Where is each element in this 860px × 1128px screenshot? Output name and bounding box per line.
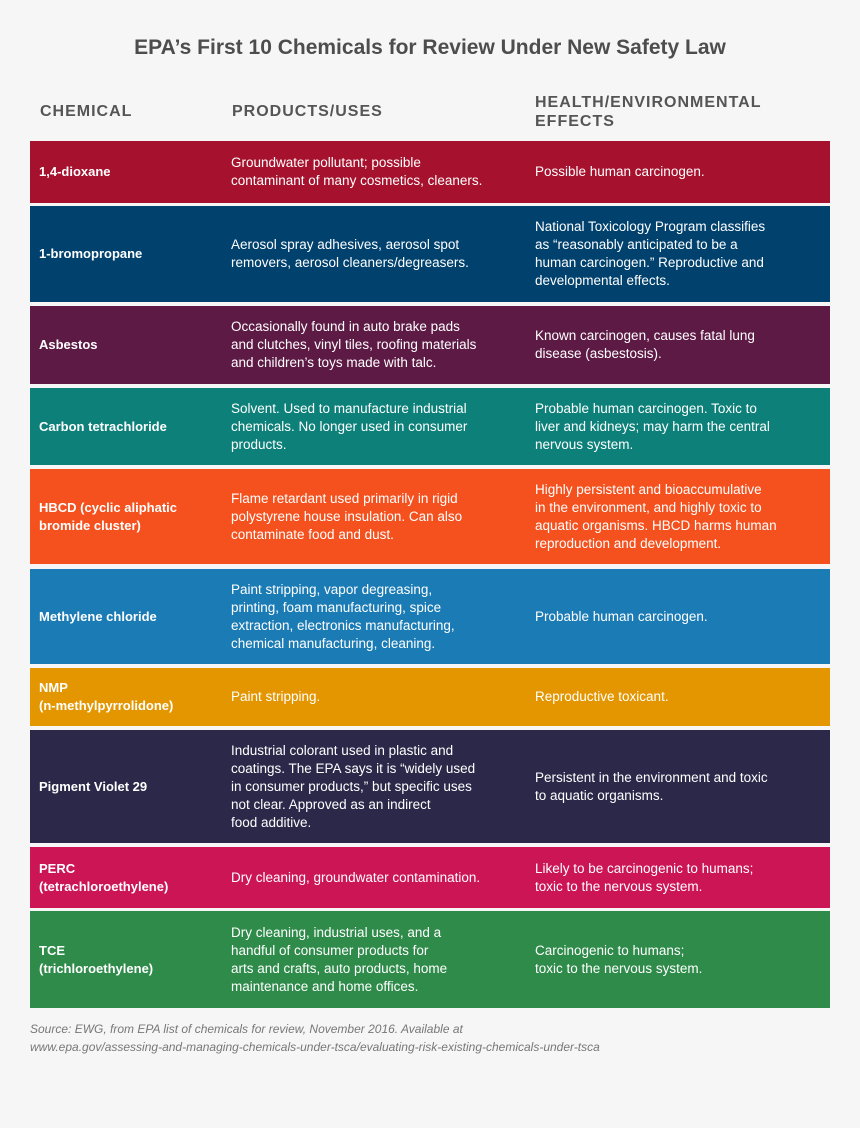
- cell-products: [231, 911, 521, 1008]
- cell-chemical: [39, 388, 219, 465]
- health-text: Carcinogenic to humans; toxic to the nervous system.: [535, 942, 703, 976]
- chemical-text: 1,4-dioxane: [39, 164, 111, 179]
- health-text: Highly persistent and bioaccumulative in the environment, and highly toxic to aquatic organisms. HBCD harms human reproduction and development.: [535, 481, 777, 551]
- source-note: Source: EWG, from EPA list of chemicals for review, November 2016. Available at www.epa.gov/assessing-and-managing-chemicals-under-tsca/evaluating-risk-existing-chemicals-under-tsca: [30, 1022, 600, 1054]
- column-header-health: HEALTH/ENVIRONMENTAL EFFECTS: [535, 94, 762, 130]
- cell-products: [231, 206, 521, 302]
- page-title: EPA’s First 10 Chemicals for Review Under New Safety Law: [134, 36, 726, 59]
- cell-chemical: [39, 847, 219, 908]
- health-text: National Toxicology Program classifies as “reasonably anticipated to be a human carcinogen.” Reproductive and developmental effects.: [535, 219, 766, 288]
- cell-chemical: [39, 668, 219, 726]
- cell-chemical: [39, 141, 219, 203]
- cell-health: [535, 668, 821, 726]
- table-row: [30, 141, 830, 203]
- cell-health: [535, 569, 821, 664]
- cell-products: [231, 388, 521, 465]
- table-row: [30, 668, 830, 726]
- cell-health: [535, 388, 821, 465]
- chemical-text: Asbestos: [39, 337, 98, 352]
- products-text: Dry cleaning, groundwater contamination.: [231, 869, 481, 885]
- health-text: Probable human carcinogen. Toxic to liver and kidneys; may harm the central nervous system.: [535, 400, 770, 452]
- products-text: Paint stripping, vapor degreasing, printing, foam manufacturing, spice extraction, electronics manufacturing, chemical manufacturing, cleaning.: [231, 581, 455, 651]
- cell-chemical: [39, 206, 219, 302]
- cell-chemical: [39, 469, 219, 564]
- health-text: Reproductive toxicant.: [535, 689, 669, 704]
- cell-health: [535, 911, 821, 1008]
- health-text: Known carcinogen, causes fatal lung disease (asbestosis).: [535, 328, 755, 361]
- chemical-text: Methylene chloride: [39, 608, 157, 624]
- cell-health: [535, 306, 821, 384]
- products-text: Occasionally found in auto brake pads and clutches, vinyl tiles, roofing materials and children’s toys made with talc.: [231, 319, 477, 370]
- table-row: [30, 306, 830, 384]
- products-text: Groundwater pollutant; possible contaminant of many cosmetics, cleaners.: [231, 155, 483, 188]
- health-text: Likely to be carcinogenic to humans; toxic to the nervous system.: [535, 860, 754, 894]
- chemical-text: Pigment Violet 29: [39, 778, 148, 794]
- cell-health: [535, 730, 821, 843]
- column-header-chemical: CHEMICAL: [40, 103, 133, 120]
- products-text: Flame retardant used primarily in rigid polystyrene house insulation. Can also contaminate food and dust.: [231, 490, 463, 542]
- table-row: [30, 911, 830, 1008]
- cell-products: [231, 569, 521, 664]
- table-row: [30, 730, 830, 843]
- chemical-text: HBCD (cyclic aliphatic bromide cluster): [39, 499, 177, 533]
- cell-products: [231, 141, 521, 203]
- cell-products: [231, 469, 521, 564]
- column-header-products: PRODUCTS/USES: [232, 103, 383, 120]
- cell-chemical: [39, 306, 219, 384]
- cell-chemical: [39, 911, 219, 1008]
- table-row: [30, 206, 830, 302]
- table-row: [30, 847, 830, 908]
- cell-health: [535, 847, 821, 908]
- chemical-text: NMP (n-methylpyrrolidone): [39, 680, 174, 713]
- cell-products: [231, 668, 521, 726]
- health-text: Possible human carcinogen.: [535, 164, 705, 179]
- health-text: Persistent in the environment and toxic to aquatic organisms.: [535, 769, 768, 803]
- cell-health: [535, 469, 821, 564]
- cell-chemical: [39, 569, 219, 664]
- cell-products: [231, 730, 521, 843]
- cell-health: [535, 206, 821, 302]
- table-row: [30, 469, 830, 564]
- chemical-text: TCE (trichloroethylene): [39, 942, 154, 976]
- cell-chemical: [39, 730, 219, 843]
- products-text: Aerosol spray adhesives, aerosol spot removers, aerosol cleaners/degreasers.: [231, 237, 469, 270]
- chemical-text: 1-bromopropane: [39, 246, 143, 261]
- products-text: Paint stripping.: [231, 689, 321, 704]
- chemical-text: Carbon tetrachloride: [39, 418, 167, 434]
- cell-products: [231, 306, 521, 384]
- health-text: Probable human carcinogen.: [535, 608, 708, 624]
- chemical-text: PERC (tetrachloroethylene): [39, 860, 169, 894]
- products-text: Solvent. Used to manufacture industrial chemicals. No longer used in consumer products.: [231, 400, 468, 452]
- table-row: [30, 388, 830, 465]
- products-text: Industrial colorant used in plastic and coatings. The EPA says it is “widely used in consumer products,” but specific uses not clear. Approved as an indirect food additive.: [231, 742, 476, 830]
- table-row: [30, 569, 830, 664]
- cell-health: [535, 141, 821, 203]
- products-text: Dry cleaning, industrial uses, and a handful of consumer products for arts and crafts, auto products, home maintenance and home offices.: [231, 924, 448, 994]
- cell-products: [231, 847, 521, 908]
